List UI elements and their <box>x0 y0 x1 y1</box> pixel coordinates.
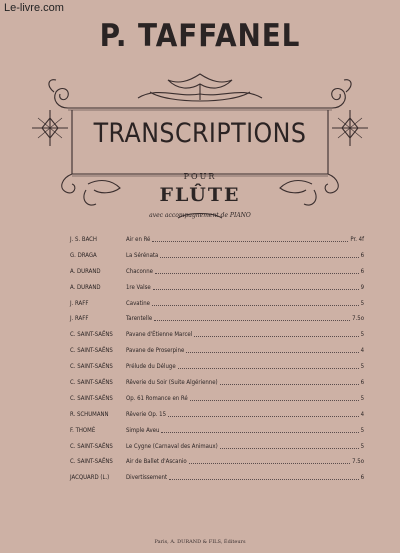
item-price: Pr. 4f <box>350 236 364 243</box>
dot-leader <box>154 320 350 321</box>
list-item <box>70 248 364 264</box>
item-composer: JACQUARD (L.) <box>70 474 110 482</box>
item-title: Op. 61 Romance en Ré <box>126 394 188 402</box>
item-title: Tarentelle <box>126 315 153 323</box>
item-composer: J. RAFF <box>70 315 89 323</box>
list-item <box>70 423 364 439</box>
item-price: 4 <box>360 410 364 418</box>
item-title: Cavatine <box>126 299 150 307</box>
dot-leader <box>168 416 359 417</box>
dot-leader <box>155 273 359 274</box>
pour-label: POUR <box>183 172 217 181</box>
publisher-imprint: Paris, A. DURAND & FILS, Éditeurs <box>154 539 246 545</box>
watermark-text: Le-livre.com <box>4 2 64 14</box>
item-price: 5 <box>360 363 364 371</box>
list-item <box>70 454 364 470</box>
item-title: Chaconne <box>126 267 153 275</box>
item-composer: A. DURAND <box>70 267 101 275</box>
item-title: Prélude du Déluge <box>126 363 176 371</box>
item-composer: J. S. BACH <box>70 236 97 243</box>
item-price: 6 <box>360 379 364 387</box>
item-title: Rêverie du Soir (Suite Algérienne) <box>126 379 218 387</box>
instrument-label: FLÛTE <box>159 184 241 206</box>
item-title: La Sérénata <box>126 251 159 259</box>
dot-leader <box>220 384 359 385</box>
list-item <box>70 407 364 423</box>
dot-leader <box>178 368 359 369</box>
item-title: Simple Aveu <box>126 426 160 434</box>
item-title: 1re Valse <box>126 283 151 291</box>
item-composer: C. SAINT-SAËNS <box>70 458 113 466</box>
list-item <box>70 280 364 296</box>
dot-leader <box>161 432 359 433</box>
item-price: 6 <box>360 474 364 482</box>
list-item <box>70 296 364 312</box>
item-price: 4 <box>360 347 364 355</box>
list-item <box>70 343 364 359</box>
item-title: Pavane de Proserpine <box>126 347 185 355</box>
item-price: 7.5o <box>352 315 364 323</box>
dot-leader <box>190 400 359 401</box>
item-composer: C. SAINT-SAËNS <box>70 347 113 355</box>
item-composer: J. RAFF <box>70 299 89 307</box>
item-title: Air de Ballet d'Ascanio <box>126 458 187 466</box>
dot-leader <box>186 352 359 353</box>
item-composer: C. SAINT-SAËNS <box>70 363 113 371</box>
repertoire-list <box>70 232 364 486</box>
item-title: Air en Ré <box>126 236 151 243</box>
item-composer: C. SAINT-SAËNS <box>70 379 113 387</box>
dot-leader <box>152 241 348 242</box>
dot-leader <box>220 448 359 449</box>
item-price: 6 <box>360 251 364 259</box>
dot-leader <box>152 305 359 306</box>
accompaniment-label: avec accompagnement de PIANO <box>149 212 251 219</box>
item-price: 7.5o <box>352 458 364 466</box>
item-price: 9 <box>360 283 364 291</box>
item-price: 6 <box>360 267 364 275</box>
list-item <box>70 391 364 407</box>
list-item <box>70 232 364 248</box>
item-title: Le Cygne (Carnaval des Animaux) <box>126 442 218 450</box>
list-item <box>70 311 364 327</box>
item-composer: A. DURAND <box>70 283 101 291</box>
item-title: Pavane d'Étienne Marcel <box>126 331 193 339</box>
dot-leader <box>160 257 359 258</box>
list-item <box>70 439 364 455</box>
item-composer: C. SAINT-SAËNS <box>70 331 113 339</box>
list-item <box>70 359 364 375</box>
collection-title: TRANSCRIPTIONS <box>93 118 307 149</box>
item-price: 5 <box>360 299 364 307</box>
item-title: Divertissement <box>126 474 168 482</box>
item-price: 5 <box>360 394 364 402</box>
item-composer: F. THOMÉ <box>70 426 96 434</box>
dot-leader <box>189 463 350 464</box>
item-composer: G. DRAGA <box>70 251 97 259</box>
list-item <box>70 264 364 280</box>
list-item <box>70 375 364 391</box>
dot-leader <box>153 289 359 290</box>
dot-leader <box>194 336 359 337</box>
dot-leader <box>169 479 359 480</box>
item-price: 5 <box>360 426 364 434</box>
item-composer: R. SCHUMANN <box>70 410 109 418</box>
item-title: Rêverie Op. 15 <box>126 410 167 418</box>
list-item <box>70 327 364 343</box>
list-item <box>70 470 364 486</box>
item-composer: C. SAINT-SAËNS <box>70 394 113 402</box>
item-price: 5 <box>360 331 364 339</box>
item-composer: C. SAINT-SAËNS <box>70 442 113 450</box>
composer-name: P. TAFFANEL <box>99 18 301 54</box>
item-price: 5 <box>360 442 364 450</box>
